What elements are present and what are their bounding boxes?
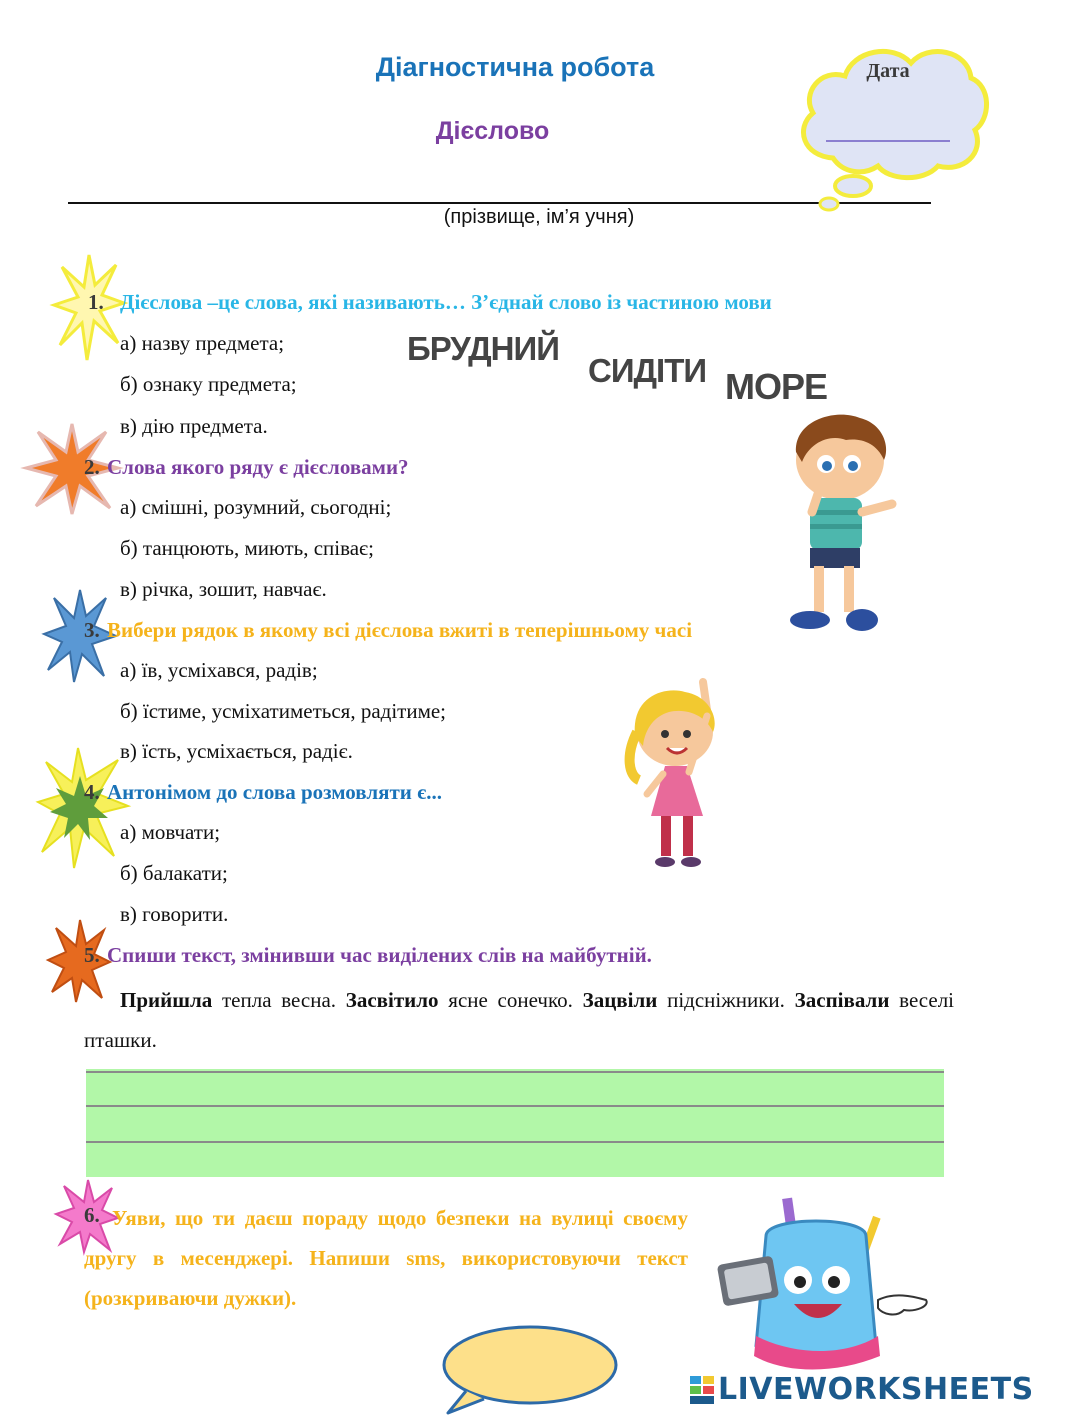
q2-option-b[interactable]: б) танцюють, миють, співає; xyxy=(120,536,374,560)
q4-text: Антонімом до слова розмовляти є... xyxy=(107,780,442,804)
page-subtitle: Дієслово xyxy=(435,117,550,145)
q5-number: 5. xyxy=(84,943,100,967)
date-label: Дата xyxy=(866,60,910,82)
q4-number: 4. xyxy=(84,780,100,804)
date-field[interactable] xyxy=(826,140,950,142)
passage-text: веселі пташки. xyxy=(84,988,955,1052)
backpack-mascot-illustration xyxy=(716,1196,938,1372)
answer-line xyxy=(86,1105,944,1107)
q2-text: Слова якого ряду є дієсловами? xyxy=(107,455,409,479)
q5-passage xyxy=(84,980,954,1060)
page-title: Діагностична робота xyxy=(375,52,655,82)
word-card-more[interactable]: МОРЕ xyxy=(725,366,828,407)
star-burst-icon xyxy=(38,748,128,868)
q6-text: Уяви, що ти даєш пораду щодо безпеки на вулиці своєму другу в месенджері. Напиши sms, використовуючи текст (розкриваючи дужки). xyxy=(84,1206,688,1310)
happy-girl-illustration xyxy=(625,676,750,871)
q1-text: Дієслова –це слова, які називають… З’єднай слово із частиною мови xyxy=(120,290,772,314)
q1-option-c[interactable]: в) дію предмета. xyxy=(120,414,268,438)
q4-option-b[interactable]: б) балакати; xyxy=(120,861,228,885)
passage-text: ясне сонечко. xyxy=(438,988,583,1012)
q5-answer-area[interactable] xyxy=(86,1069,944,1177)
passage-text: тепла весна. xyxy=(212,988,346,1012)
q3-text: Вибери рядок в якому всі дієслова вжиті в теперішньому часі xyxy=(107,618,693,642)
answer-line xyxy=(86,1141,944,1143)
q1-option-b[interactable]: б) ознаку предмета; xyxy=(120,372,297,396)
word-card-syditi[interactable]: СИДІТИ xyxy=(588,352,707,389)
word-card-brudnyi[interactable]: БРУДНИЙ xyxy=(407,330,559,367)
q4-option-a[interactable]: а) мовчати; xyxy=(120,820,221,844)
thinking-boy-illustration xyxy=(780,412,905,637)
student-name-caption: (прізвище, ім’я учня) xyxy=(443,206,635,228)
highlight-word: Прийшла xyxy=(120,988,213,1012)
q2-option-a[interactable]: а) смішні, розумний, сьогодні; xyxy=(120,495,392,519)
q3-number: 3. xyxy=(84,618,100,642)
q1-number: 1. xyxy=(88,290,104,314)
liveworksheets-logo-icon xyxy=(690,1376,714,1404)
q2-number: 2. xyxy=(84,455,100,479)
q2-option-c[interactable]: в) річка, зошит, навчає. xyxy=(120,577,327,601)
passage-text: підсніжники. xyxy=(657,988,795,1012)
q4-option-c[interactable]: в) говорити. xyxy=(120,902,229,926)
q5-text: Спиши текст, змінивши час виділених слів на майбутній. xyxy=(107,943,652,967)
sms-speech-bubble[interactable] xyxy=(440,1325,620,1415)
q3-option-a[interactable]: а) їв, усміхався, радів; xyxy=(120,658,318,682)
highlight-word: Заспівали xyxy=(794,988,890,1012)
highlight-word: Засвітило xyxy=(345,988,439,1012)
answer-line xyxy=(86,1071,944,1073)
brand-wordmark: LIVEWORKSHEETS xyxy=(718,1372,1034,1407)
star-burst-icon xyxy=(44,590,116,682)
q1-option-a[interactable]: а) назву предмета; xyxy=(120,331,285,355)
highlight-word: Зацвіли xyxy=(582,988,658,1012)
q6-number: 6. xyxy=(84,1203,100,1227)
q3-option-b[interactable]: б) їстиме, усміхатиметься, радітиме; xyxy=(120,699,447,723)
q3-option-c[interactable]: в) їсть, усміхається, радіє. xyxy=(120,739,353,763)
star-burst-icon xyxy=(26,424,118,514)
